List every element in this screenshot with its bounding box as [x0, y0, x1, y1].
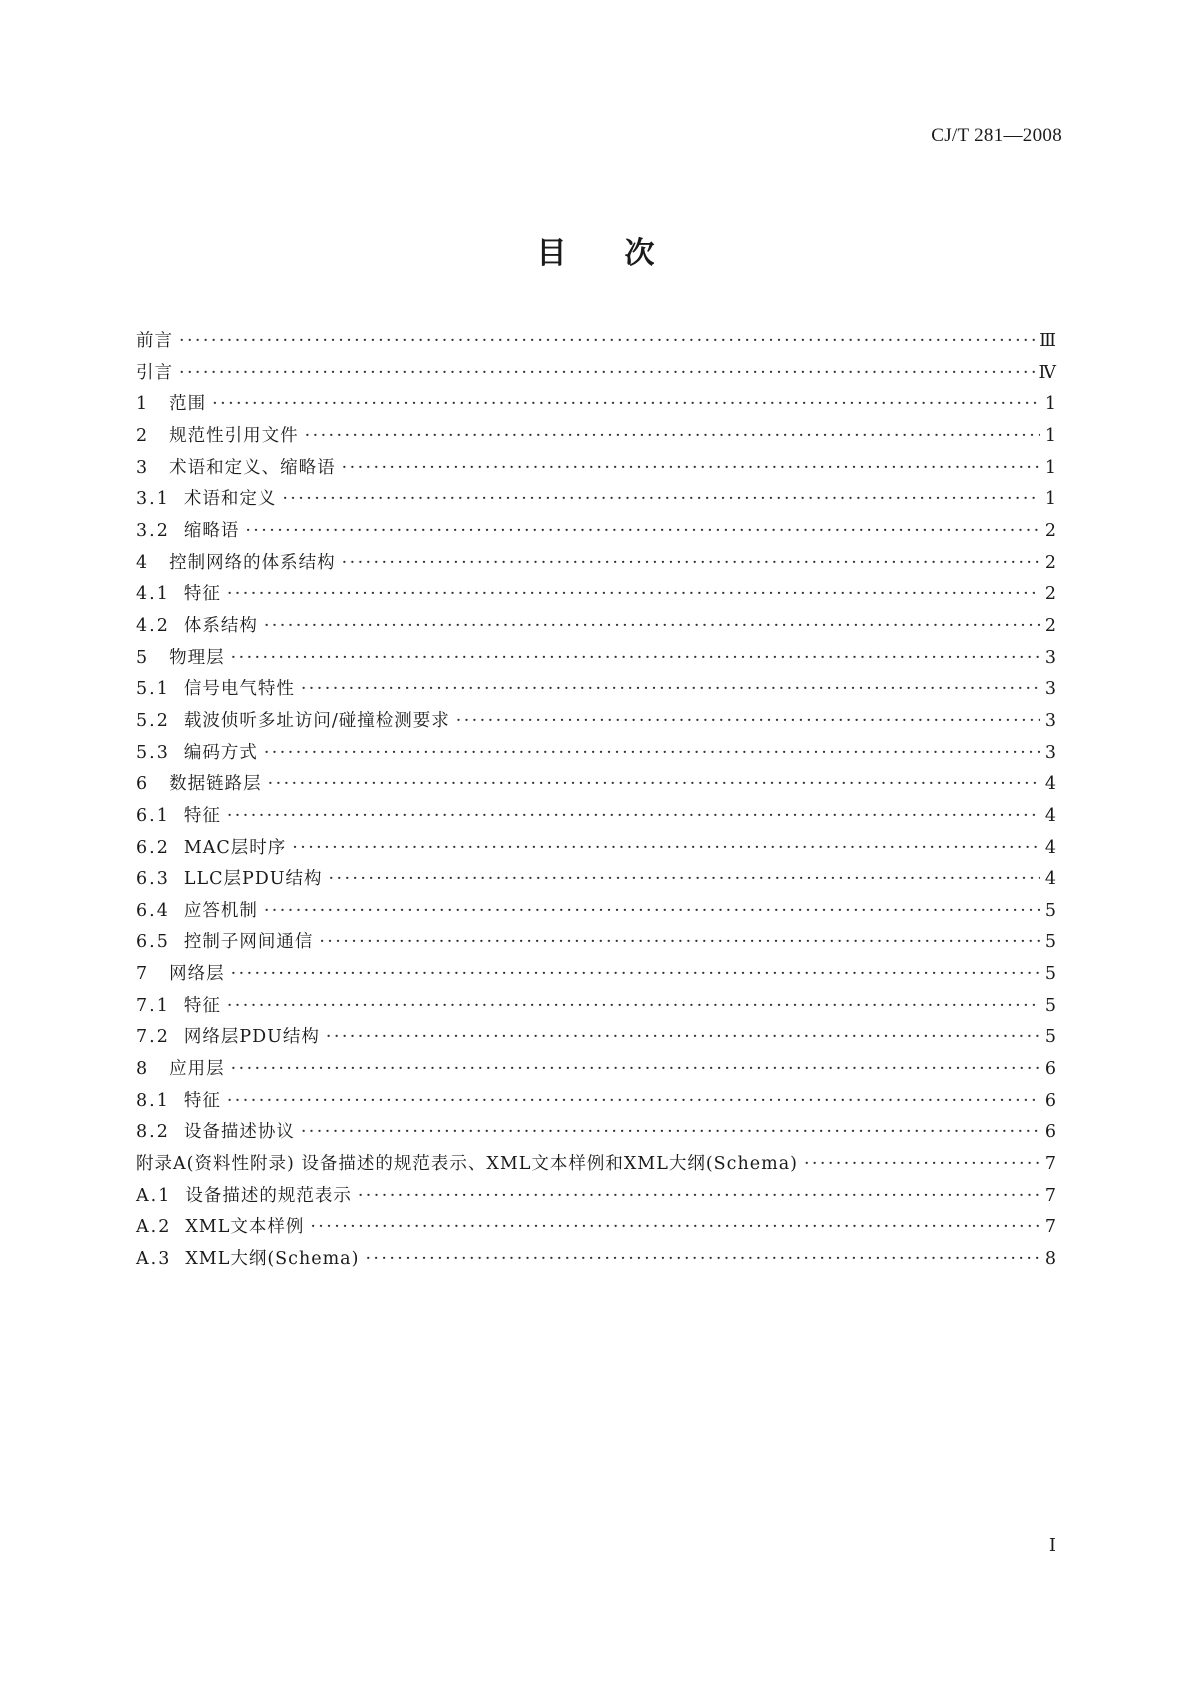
toc-entry[interactable] — [136, 485, 1056, 517]
toc-entry[interactable] — [136, 1118, 1056, 1150]
toc-entry[interactable] — [136, 612, 1056, 644]
toc-entry[interactable] — [136, 1087, 1056, 1119]
toc-entry-page: 8 — [1044, 1249, 1056, 1270]
toc-entry[interactable] — [136, 1023, 1056, 1055]
dot-leader — [268, 774, 1040, 794]
toc-entry[interactable] — [136, 517, 1056, 549]
dot-leader — [319, 932, 1040, 952]
toc-entry-number: 8.1 — [136, 1090, 170, 1111]
toc-entry-page: 5 — [1044, 1027, 1056, 1048]
toc-entry-page: 3 — [1044, 647, 1056, 668]
toc-entry[interactable] — [136, 1182, 1056, 1214]
toc-entry-number: 6.2 — [136, 837, 170, 858]
toc-entry-page: 1 — [1044, 457, 1056, 478]
toc-entry-page: 4 — [1044, 805, 1056, 826]
toc-entry-title: 载波侦听多址访问/碰撞检测要求 — [183, 710, 450, 731]
toc-entry-title: 特征 — [183, 805, 221, 826]
toc-entry-title: 体系结构 — [183, 615, 258, 636]
toc-entry-page: 5 — [1044, 932, 1056, 953]
dot-leader — [804, 1154, 1040, 1174]
toc-entry[interactable] — [136, 580, 1056, 612]
toc-entry-number: 7.1 — [136, 995, 170, 1016]
dot-leader — [365, 1249, 1040, 1269]
toc-entry-title: LLC层PDU结构 — [183, 869, 323, 890]
toc-entry-number: 7.2 — [136, 1027, 170, 1048]
toc-entry[interactable] — [136, 359, 1056, 391]
dot-leader — [301, 1122, 1040, 1142]
toc-entry[interactable] — [136, 1245, 1056, 1277]
toc-entry[interactable] — [136, 739, 1056, 771]
toc-entry[interactable] — [136, 960, 1056, 992]
dot-leader — [264, 616, 1040, 636]
toc-entry-number: 5.3 — [136, 742, 170, 763]
toc-entry[interactable] — [136, 865, 1056, 897]
toc-entry-page: 2 — [1044, 615, 1056, 636]
toc-entry[interactable] — [136, 707, 1056, 739]
dot-leader — [227, 1091, 1040, 1111]
toc-entry[interactable] — [136, 422, 1056, 454]
toc-entry-page: 2 — [1044, 520, 1056, 541]
toc-entry-title: 引言 — [136, 362, 173, 383]
dot-leader — [231, 648, 1040, 668]
toc-entry-page: 2 — [1044, 552, 1056, 573]
toc-entry-title: 术语和定义、缩略语 — [169, 457, 336, 478]
toc-entry-number: 4 — [136, 552, 150, 573]
toc-entry-title: 编码方式 — [183, 742, 258, 763]
toc-entry-title: MAC层时序 — [183, 837, 287, 858]
toc-entry[interactable] — [136, 644, 1056, 676]
toc-entry-title: 设备描述协议 — [183, 1122, 295, 1143]
toc-entry-page: 6 — [1044, 1122, 1056, 1143]
toc-entry-title: 特征 — [183, 1090, 221, 1111]
toc-entry-page: 5 — [1044, 964, 1056, 985]
toc-entry-page: 6 — [1044, 1059, 1056, 1080]
toc-entry-title: 网络层PDU结构 — [183, 1027, 320, 1048]
dot-leader — [292, 838, 1040, 858]
toc-entry-title: 范围 — [169, 394, 207, 415]
table-of-contents — [136, 327, 1056, 1277]
toc-entry-page: 5 — [1044, 995, 1056, 1016]
toc-entry-title: XML文本样例 — [185, 1217, 305, 1238]
toc-entry-number: 3.2 — [136, 520, 170, 541]
toc-entry[interactable] — [136, 390, 1056, 422]
dot-leader — [179, 331, 1035, 351]
dot-leader — [342, 553, 1040, 573]
toc-entry[interactable] — [136, 675, 1056, 707]
toc-entry-title: 附录A(资料性附录) 设备描述的规范表示、XML文本样例和XML大纲(Schema) — [136, 1154, 798, 1175]
toc-entry-title: 控制网络的体系结构 — [169, 552, 336, 573]
dot-leader — [264, 743, 1040, 763]
toc-entry-number: 3.1 — [136, 489, 170, 510]
toc-entry-number: 6.3 — [136, 869, 170, 890]
toc-entry-number: 5 — [136, 647, 150, 668]
page-title: 目次 — [536, 236, 713, 271]
dot-leader — [227, 996, 1040, 1016]
toc-entry-page: 4 — [1044, 837, 1056, 858]
dot-leader — [264, 901, 1040, 921]
toc-entry-number: 6.4 — [136, 900, 170, 921]
dot-leader — [231, 1059, 1040, 1079]
dot-leader — [305, 426, 1040, 446]
toc-entry[interactable] — [136, 897, 1056, 929]
toc-entry[interactable] — [136, 454, 1056, 486]
toc-entry[interactable] — [136, 928, 1056, 960]
toc-entry[interactable] — [136, 1055, 1056, 1087]
toc-entry-title: 特征 — [183, 584, 221, 605]
toc-entry-number: 4.1 — [136, 584, 170, 605]
standard-code: CJ/T 281—2008 — [931, 125, 1062, 146]
dot-leader — [326, 1027, 1040, 1047]
dot-leader — [282, 489, 1040, 509]
toc-entry-number: 5.1 — [136, 679, 170, 700]
dot-leader — [212, 394, 1040, 414]
toc-entry[interactable] — [136, 549, 1056, 581]
dot-leader — [342, 458, 1040, 478]
dot-leader — [310, 1217, 1040, 1237]
toc-entry[interactable] — [136, 802, 1056, 834]
dot-leader — [329, 869, 1040, 889]
toc-entry[interactable] — [136, 834, 1056, 866]
toc-entry-number: A.3 — [136, 1249, 172, 1270]
toc-entry-title: 数据链路层 — [169, 774, 262, 795]
toc-entry-page: 1 — [1044, 425, 1056, 446]
toc-entry-title: 网络层 — [169, 964, 225, 985]
toc-entry-title: 控制子网间通信 — [183, 932, 314, 953]
toc-entry[interactable] — [136, 327, 1056, 359]
toc-entry-title: 特征 — [183, 995, 221, 1016]
toc-entry-page: 4 — [1044, 774, 1056, 795]
toc-entry-page: 3 — [1044, 679, 1056, 700]
dot-leader — [231, 964, 1040, 984]
dot-leader — [179, 363, 1035, 383]
toc-entry-number: 8 — [136, 1059, 150, 1080]
toc-entry-number: 3 — [136, 457, 150, 478]
dot-leader — [301, 679, 1040, 699]
toc-entry-title: 前言 — [136, 331, 173, 351]
toc-entry-page: 1 — [1044, 394, 1056, 415]
toc-entry-number: 5.2 — [136, 710, 170, 731]
toc-entry-number: 6.5 — [136, 932, 170, 953]
toc-entry-page: 7 — [1044, 1154, 1056, 1175]
toc-entry[interactable] — [136, 992, 1056, 1024]
toc-entry[interactable] — [136, 1213, 1056, 1245]
toc-entry-title: 设备描述的规范表示 — [185, 1185, 352, 1206]
page-number: I — [1048, 1535, 1056, 1556]
toc-entry-title: 应用层 — [169, 1059, 225, 1080]
toc-entry-page: 4 — [1044, 869, 1056, 890]
toc-entry-title: 信号电气特性 — [183, 679, 295, 700]
toc-entry-number: A.2 — [136, 1217, 172, 1238]
toc-entry-page: 5 — [1044, 900, 1056, 921]
toc-entry-title: 规范性引用文件 — [169, 425, 299, 446]
toc-entry-number: 4.2 — [136, 615, 170, 636]
toc-entry[interactable] — [136, 1150, 1056, 1182]
toc-entry-page: Ⅳ — [1038, 362, 1056, 383]
toc-entry-page: 3 — [1044, 710, 1056, 731]
toc-entry-title: 应答机制 — [183, 900, 258, 921]
toc-entry-number: 7 — [136, 964, 150, 985]
toc-entry-title: 物理层 — [169, 647, 225, 668]
dot-leader — [227, 806, 1040, 826]
toc-entry-number: 6 — [136, 774, 150, 795]
toc-entry-title: XML大纲(Schema) — [185, 1249, 360, 1270]
toc-entry-title: 术语和定义 — [183, 489, 277, 510]
toc-entry-number: 2 — [136, 425, 150, 446]
toc-entry-page: 2 — [1044, 584, 1056, 605]
toc-entry-title: 缩略语 — [183, 520, 240, 541]
toc-entry-page: Ⅲ — [1039, 331, 1056, 351]
toc-entry-page: 1 — [1044, 489, 1056, 510]
toc-entry-page: 3 — [1044, 742, 1056, 763]
dot-leader — [245, 521, 1040, 541]
dot-leader — [227, 584, 1040, 604]
toc-entry-number: 6.1 — [136, 805, 170, 826]
toc-entry[interactable] — [136, 770, 1056, 802]
toc-entry-page: 7 — [1044, 1217, 1056, 1238]
dot-leader — [456, 711, 1040, 731]
toc-entry-page: 7 — [1044, 1185, 1056, 1206]
toc-entry-number: 8.2 — [136, 1122, 170, 1143]
toc-entry-number: A.1 — [136, 1185, 172, 1206]
toc-entry-page: 6 — [1044, 1090, 1056, 1111]
dot-leader — [358, 1186, 1040, 1206]
toc-entry-number: 1 — [136, 394, 150, 415]
